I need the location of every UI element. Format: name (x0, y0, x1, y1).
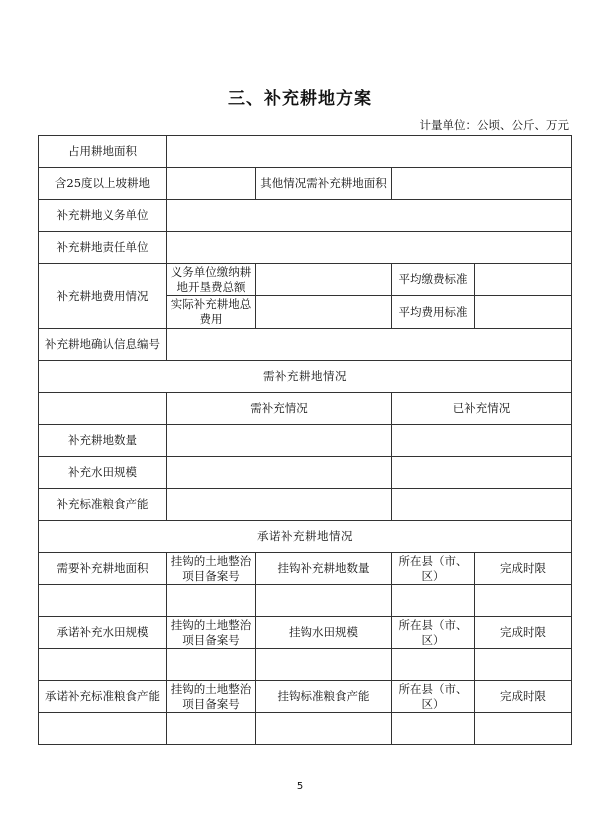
grain-label: 补充标准粮食产能 (39, 489, 167, 521)
table-row (39, 649, 572, 681)
linked-quantity-value[interactable] (256, 585, 392, 617)
paid-total-label: 义务单位缴纳耕地开垦费总额 (167, 264, 256, 296)
obligation-unit-label: 补充耕地义务单位 (39, 200, 167, 232)
deadline-header: 完成时限 (475, 681, 572, 713)
commit-paddy-value[interactable] (39, 649, 167, 681)
grain-done-value[interactable] (392, 489, 572, 521)
linked-grain-value[interactable] (256, 713, 392, 745)
county-value[interactable] (392, 713, 475, 745)
deadline-value[interactable] (475, 649, 572, 681)
table-row (39, 553, 572, 585)
actual-total-value[interactable] (256, 296, 392, 329)
commit-area-value[interactable] (39, 585, 167, 617)
quantity-done-value[interactable] (392, 425, 572, 457)
table-row (39, 617, 572, 649)
project-number-header: 挂钩的土地整治项目备案号 (167, 553, 256, 585)
county-header: 所在县（市、区） (392, 617, 475, 649)
table-row (39, 457, 572, 489)
occupied-area-label: 占用耕地面积 (39, 136, 167, 168)
linked-paddy-value[interactable] (256, 649, 392, 681)
done-column-header: 已补充情况 (392, 393, 572, 425)
project-number-value[interactable] (167, 649, 256, 681)
empty-header-cell (39, 393, 167, 425)
table-row (39, 168, 572, 200)
table-row (39, 329, 572, 361)
paddy-done-value[interactable] (392, 457, 572, 489)
quantity-label: 补充耕地数量 (39, 425, 167, 457)
paddy-need-value[interactable] (167, 457, 392, 489)
deadline-header: 完成时限 (475, 617, 572, 649)
deadline-value[interactable] (475, 585, 572, 617)
table-row (39, 681, 572, 713)
project-number-header: 挂钩的土地整治项目备案号 (167, 681, 256, 713)
project-number-value[interactable] (167, 713, 256, 745)
avg-paid-standard-value[interactable] (475, 264, 572, 296)
other-area-label: 其他情况需补充耕地面积 (256, 168, 392, 200)
table-row (39, 200, 572, 232)
county-value[interactable] (392, 649, 475, 681)
table-row (39, 713, 572, 745)
paid-total-value[interactable] (256, 264, 392, 296)
other-area-value[interactable] (392, 168, 572, 200)
page-number: 5 (296, 781, 304, 792)
table-row (39, 393, 572, 425)
slope-land-value[interactable] (167, 168, 256, 200)
county-header: 所在县（市、区） (392, 681, 475, 713)
project-number-header: 挂钩的土地整治项目备案号 (167, 617, 256, 649)
linked-grain-header: 挂钩标准粮食产能 (256, 681, 392, 713)
county-value[interactable] (392, 585, 475, 617)
actual-total-label: 实际补充耕地总费用 (167, 296, 256, 329)
unit-note: 计量单位：公顷、公斤、万元 (419, 118, 569, 132)
table-row (39, 489, 572, 521)
table-row (39, 521, 572, 553)
need-section-heading: 需补充耕地情况 (39, 361, 572, 393)
table-row (39, 264, 572, 296)
farmland-form-table (38, 135, 572, 745)
table-row (39, 361, 572, 393)
avg-cost-standard-label: 平均费用标准 (392, 296, 475, 329)
responsibility-unit-label: 补充耕地责任单位 (39, 232, 167, 264)
commit-area-label: 需要补充耕地面积 (39, 553, 167, 585)
project-number-value[interactable] (167, 585, 256, 617)
grain-need-value[interactable] (167, 489, 392, 521)
occupied-area-value[interactable] (167, 136, 572, 168)
obligation-unit-value[interactable] (167, 200, 572, 232)
deadline-header: 完成时限 (475, 553, 572, 585)
commit-grain-label: 承诺补充标准粮食产能 (39, 681, 167, 713)
cost-status-label: 补充耕地费用情况 (39, 264, 167, 329)
commit-paddy-label: 承诺补充水田规模 (39, 617, 167, 649)
linked-quantity-header: 挂钩补充耕地数量 (256, 553, 392, 585)
county-header: 所在县（市、区） (392, 553, 475, 585)
table-row (39, 585, 572, 617)
commit-section-heading: 承诺补充耕地情况 (39, 521, 572, 553)
table-row (39, 425, 572, 457)
avg-cost-standard-value[interactable] (475, 296, 572, 329)
need-column-header: 需补充情况 (167, 393, 392, 425)
page-title: 三、补充耕地方案 (228, 89, 372, 109)
table-row (39, 136, 572, 168)
linked-paddy-header: 挂钩水田规模 (256, 617, 392, 649)
commit-grain-value[interactable] (39, 713, 167, 745)
responsibility-unit-value[interactable] (167, 232, 572, 264)
confirm-code-label: 补充耕地确认信息编号 (39, 329, 167, 361)
avg-paid-standard-label: 平均缴费标准 (392, 264, 475, 296)
slope-land-label: 含25度以上坡耕地 (39, 168, 167, 200)
confirm-code-value[interactable] (167, 329, 572, 361)
table-row (39, 232, 572, 264)
deadline-value[interactable] (475, 713, 572, 745)
paddy-label: 补充水田规模 (39, 457, 167, 489)
quantity-need-value[interactable] (167, 425, 392, 457)
